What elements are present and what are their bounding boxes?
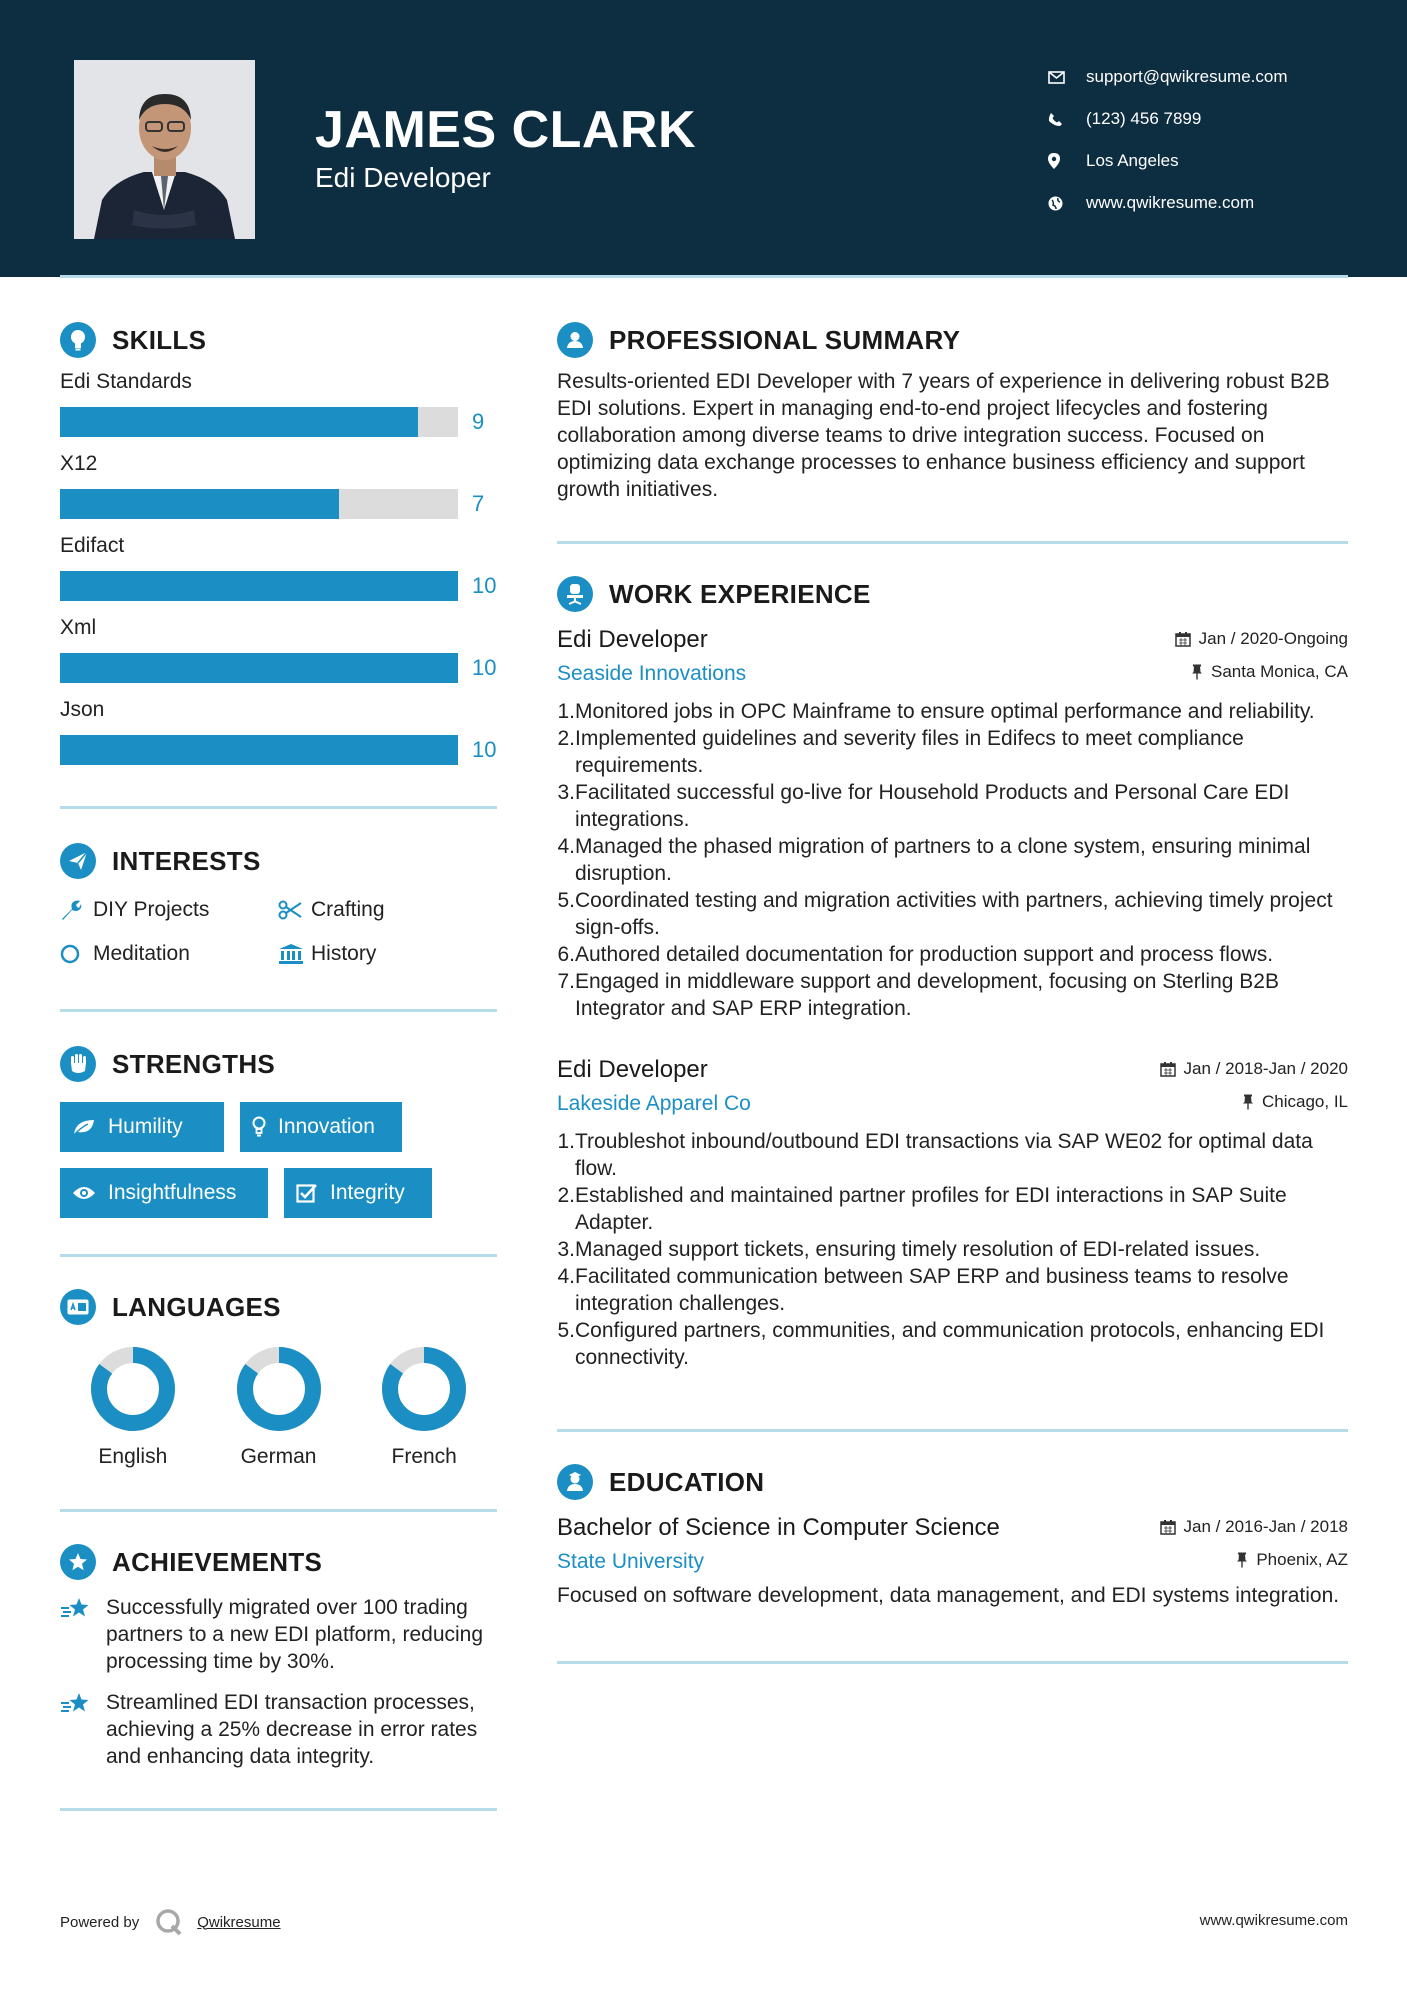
eye-icon (72, 1185, 96, 1201)
job-list (557, 626, 1348, 1371)
achievements-title: ACHIEVEMENTS (112, 1546, 323, 1577)
left-column (60, 320, 497, 1811)
section-divider (60, 806, 497, 809)
contact-location-text: Los Angeles (1086, 151, 1179, 170)
powered-by-text: Powered by (60, 1913, 140, 1931)
achievements-heading (60, 1542, 497, 1582)
graduate-icon (557, 1464, 593, 1500)
achievement-text: Streamlined EDI transaction processes, achieving a 25% decrease in error rates and enhancing data integrity. (106, 1691, 478, 1768)
education-description: Focused on software development, data management, and EDI systems integration. (557, 1584, 1340, 1607)
interests-title: INTERESTS (112, 845, 261, 876)
interest-item (60, 939, 278, 969)
leaf-icon (72, 1118, 96, 1136)
skill-bar-track (60, 489, 458, 519)
skill-bar-row (60, 566, 497, 606)
skill-bar-row (60, 402, 497, 442)
interest-item (60, 895, 278, 925)
experience-heading (557, 574, 1348, 614)
section-divider (60, 1808, 497, 1811)
education-heading (557, 1462, 1348, 1502)
bullet-text: Coordinated testing and migration activities with partners, achieving timely project sign-offs. (575, 889, 1333, 939)
job-bullet (557, 779, 1348, 833)
job-bullet (557, 1128, 1348, 1182)
bullet-text: Authored detailed documentation for production support and process flows. (575, 943, 1274, 966)
bullet-text: Established and maintained partner profiles for EDI interactions in SAP Suite Adapter. (575, 1184, 1287, 1234)
job-company: Lakeside Apparel Co (557, 1092, 751, 1115)
shooting-star-icon (60, 1689, 106, 1770)
job-head (557, 1056, 1348, 1084)
contact-email-text: support@qwikresume.com (1086, 67, 1288, 86)
candidate-title: Edi Developer (315, 162, 491, 193)
profile-photo (74, 60, 255, 239)
qwikresume-logo-icon (155, 1908, 183, 1936)
scissors-icon (278, 900, 311, 920)
strength-label: Insightfulness (108, 1181, 237, 1204)
job-subhead (557, 662, 1348, 686)
resume-header (0, 0, 1407, 277)
bullet-text: Implemented guidelines and severity files in Edifecs to meet compliance requirements. (575, 727, 1244, 777)
education-location-text: Phoenix, AZ (1256, 1550, 1348, 1569)
school-name: State University (557, 1550, 705, 1573)
summary-text: Results-oriented EDI Developer with 7 years of experience in delivering robust B2B EDI solutions. Expert in managing end-to-end project lifecycles and fostering collaboration among diverse teams to drive integration success. Focused on optimizing data exchange processes to enhance business efficiency and support growth initiatives. (557, 370, 1330, 501)
achievement-item (60, 1594, 497, 1675)
job-location-text: Santa Monica, CA (1210, 662, 1348, 681)
skill-bar-track (60, 653, 458, 683)
bullet-text: Troubleshot inbound/outbound EDI transactions via SAP WE02 for optimal data flow. (575, 1130, 1313, 1180)
candidate-name: JAMES CLARK (315, 101, 697, 159)
user-icon (557, 322, 593, 358)
bullet-text: Configured partners, communities, and communication protocols, enhancing EDI connectivity. (575, 1319, 1325, 1369)
language-donut (380, 1345, 468, 1433)
job-bullet (557, 941, 1348, 968)
job-bullet (557, 698, 1348, 725)
strength-tag (60, 1102, 224, 1152)
education-head (557, 1514, 1348, 1542)
phone-icon (1048, 112, 1086, 127)
strength-label: Humility (108, 1115, 183, 1138)
achievement-text: Successfully migrated over 100 trading partners to a new EDI platform, reducing processing time by 30%. (106, 1596, 484, 1673)
job-entry (557, 626, 1348, 1022)
languages-title: LANGUAGES (112, 1291, 281, 1322)
skill-bar-row (60, 648, 497, 688)
interests-heading (60, 841, 497, 881)
bullet-number: 4. (557, 1265, 575, 1288)
strengths-list (60, 1102, 497, 1218)
interest-item (278, 895, 496, 925)
skill-bar-fill (60, 407, 418, 437)
checkbox-icon (296, 1183, 318, 1203)
qwikresume-link[interactable]: Qwikresume (197, 1913, 281, 1931)
contact-website-text: www.qwikresume.com (1086, 193, 1255, 212)
skill-level: 10 (472, 573, 497, 598)
bullet-number: 3. (557, 781, 575, 804)
job-dates-text: Jan / 2020-Ongoing (1198, 629, 1348, 648)
job-bullet (557, 1236, 1348, 1263)
pushpin-icon (1191, 664, 1203, 680)
strength-tag (284, 1168, 432, 1218)
wrench-icon (60, 899, 93, 921)
right-column (557, 320, 1348, 1664)
section-divider (60, 1509, 497, 1512)
globe-icon (1048, 196, 1086, 211)
job-title: Edi Developer (557, 1056, 708, 1083)
job-bullet (557, 968, 1348, 1022)
bullet-text: Engaged in middleware support and development, focusing on Sterling B2B Integrator and SAP ERP integration. (575, 970, 1279, 1020)
achievement-item (60, 1689, 497, 1770)
skill-bar-fill (60, 571, 458, 601)
header-divider (60, 275, 1348, 278)
job-bullet (557, 887, 1348, 941)
skill-label: Xml (60, 616, 97, 639)
job-head (557, 626, 1348, 654)
language-icon (60, 1289, 96, 1325)
education-location (1236, 1550, 1348, 1570)
education-dates-text: Jan / 2016-Jan / 2018 (1183, 1517, 1348, 1536)
bullet-text: Facilitated communication between SAP ERP and business teams to resolve integration challenges. (575, 1265, 1289, 1315)
job-bullets (557, 698, 1348, 1022)
skill-label: Edifact (60, 534, 125, 557)
degree-name: Bachelor of Science in Computer Science (557, 1514, 1000, 1541)
bullet-number: 2. (557, 1184, 575, 1207)
pushpin-icon (1236, 1552, 1248, 1568)
job-subhead (557, 1092, 1348, 1116)
job-location-text: Chicago, IL (1262, 1092, 1348, 1111)
section-divider (557, 1429, 1348, 1432)
education-dates (1160, 1517, 1348, 1537)
language-donut (235, 1345, 323, 1433)
language-item (60, 1345, 206, 1469)
shooting-star-icon (60, 1594, 106, 1675)
language-name: English (98, 1445, 168, 1468)
job-dates (1175, 629, 1348, 649)
skill-bar-track (60, 571, 458, 601)
strength-tag (60, 1168, 268, 1218)
strength-label: Integrity (330, 1181, 405, 1204)
bullet-number: 7. (557, 970, 575, 993)
skill-label: X12 (60, 452, 98, 475)
skills-list (60, 370, 497, 770)
contact-list (1048, 56, 1288, 224)
interest-label: Meditation (93, 942, 190, 965)
lightbulb-outline-icon (252, 1116, 266, 1138)
skill-label: Json (60, 698, 105, 721)
map-pin-icon (1048, 153, 1086, 169)
bullet-number: 2. (557, 727, 575, 750)
interest-label: DIY Projects (93, 898, 210, 921)
powered-by (60, 1908, 281, 1936)
section-divider (557, 1661, 1348, 1664)
skill-level: 10 (472, 655, 497, 680)
lightbulb-icon (60, 322, 96, 358)
bullet-number: 4. (557, 835, 575, 858)
job-bullet (557, 833, 1348, 887)
calendar-icon (1175, 631, 1191, 647)
job-bullet (557, 725, 1348, 779)
job-dates (1160, 1059, 1348, 1079)
job-bullets (557, 1128, 1348, 1371)
interests-list (60, 895, 497, 969)
skill-bar-row (60, 484, 497, 524)
language-name: French (391, 1445, 457, 1468)
language-name: German (240, 1445, 317, 1468)
job-location (1242, 1092, 1348, 1112)
skill-level: 10 (472, 737, 497, 762)
experience-title: WORK EXPERIENCE (609, 578, 871, 609)
contact-website[interactable] (1048, 182, 1288, 224)
bullet-text: Facilitated successful go-live for Household Products and Personal Care EDI integrations. (575, 781, 1290, 831)
job-entry (557, 1056, 1348, 1371)
skill-label: Edi Standards (60, 370, 192, 393)
job-bullet (557, 1182, 1348, 1236)
strengths-heading (60, 1044, 497, 1084)
bullet-number: 5. (557, 1319, 575, 1342)
job-bullet (557, 1317, 1348, 1371)
calendar-icon (1160, 1519, 1176, 1535)
contact-email[interactable] (1048, 56, 1288, 98)
bullet-number: 1. (557, 700, 575, 723)
education-subhead (557, 1550, 1348, 1574)
interest-item (278, 939, 496, 969)
bullet-text: Managed support tickets, ensuring timely resolution of EDI-related issues. (575, 1238, 1261, 1261)
bullet-text: Managed the phased migration of partners to a clone system, ensuring minimal disruption. (575, 835, 1311, 885)
interest-label: Crafting (311, 898, 385, 921)
contact-phone[interactable] (1048, 98, 1288, 140)
strength-label: Innovation (278, 1115, 375, 1138)
language-item (206, 1345, 352, 1469)
summary-heading (557, 320, 1348, 360)
education-title: EDUCATION (609, 1466, 765, 1497)
skills-heading (60, 320, 497, 360)
skill-bar-track (60, 407, 458, 437)
skill-bar-fill (60, 735, 458, 765)
summary-title: PROFESSIONAL SUMMARY (609, 324, 961, 355)
skill-bar-fill (60, 653, 458, 683)
section-divider (557, 541, 1348, 544)
skills-title: SKILLS (112, 324, 207, 355)
language-donut (89, 1345, 177, 1433)
calendar-icon (1160, 1061, 1176, 1077)
strengths-title: STRENGTHS (112, 1048, 276, 1079)
bullet-number: 3. (557, 1238, 575, 1261)
bullet-number: 6. (557, 943, 575, 966)
job-company: Seaside Innovations (557, 662, 747, 685)
museum-icon (278, 943, 311, 965)
envelope-icon (1048, 71, 1086, 84)
skill-bar-fill (60, 489, 339, 519)
interest-label: History (311, 942, 377, 965)
job-bullet (557, 1263, 1348, 1317)
job-title: Edi Developer (557, 626, 708, 653)
skill-level: 7 (472, 491, 485, 516)
skill-bar-row (60, 730, 497, 770)
pushpin-icon (1242, 1094, 1254, 1110)
paper-plane-icon (60, 843, 96, 879)
contact-location (1048, 140, 1288, 182)
bullet-text: Monitored jobs in OPC Mainframe to ensure optimal performance and reliability. (575, 700, 1315, 723)
footer-website[interactable]: www.qwikresume.com (1199, 1912, 1348, 1929)
languages-list (60, 1345, 497, 1469)
section-divider (60, 1009, 497, 1012)
job-location (1191, 662, 1348, 682)
strength-tag (240, 1102, 402, 1152)
languages-heading (60, 1287, 497, 1327)
fist-icon (60, 1046, 96, 1082)
star-badge-icon (60, 1544, 96, 1580)
footer (60, 1900, 1348, 1940)
job-dates-text: Jan / 2018-Jan / 2020 (1183, 1059, 1348, 1078)
contact-phone-text: (123) 456 7899 (1086, 109, 1202, 128)
office-chair-icon (557, 576, 593, 612)
bullet-number: 5. (557, 889, 575, 912)
section-divider (60, 1254, 497, 1257)
skill-bar-track (60, 735, 458, 765)
skill-level: 9 (472, 409, 485, 434)
language-item (351, 1345, 497, 1469)
circle-icon (60, 944, 93, 964)
bullet-number: 1. (557, 1130, 575, 1153)
